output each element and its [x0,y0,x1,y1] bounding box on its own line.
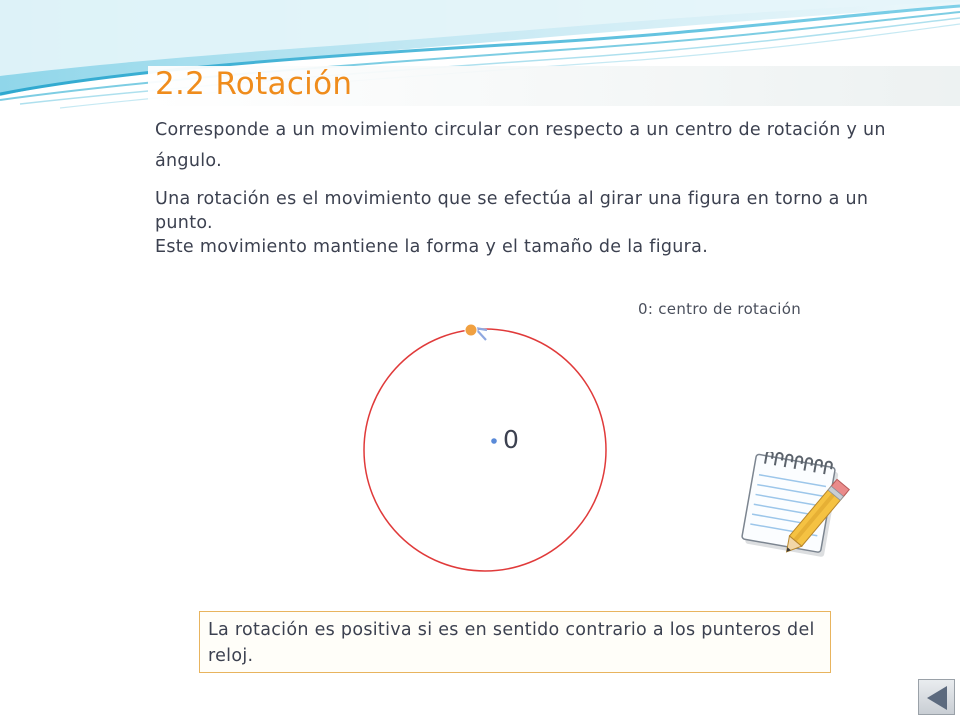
definition-paragraph: Corresponde a un movimiento circular con respecto a un centro de rotación y un ángulo. [155,120,886,171]
back-arrow-icon [919,680,956,716]
rotation-circle [364,329,606,571]
center-label: 0 [503,425,519,454]
center-point [491,438,497,444]
explanation-line-2: Este movimiento mantiene la forma y el tamaño de la figura. [155,237,709,257]
note-text: La rotación es positiva si es en sentido contrario a los punteros del reloj. [208,620,815,666]
slide-title: 2.2 Rotación [155,66,353,102]
note-box [199,611,831,673]
back-button[interactable] [918,679,955,715]
notepad-pencil-icon [738,452,858,562]
center-legend: 0: centro de rotación [638,300,802,318]
explanation-line-1: Una rotación es el movimiento que se efectúa al girar una figura en torno a un punto. [155,189,869,233]
rotating-point [465,324,477,336]
rotation-diagram [355,315,555,580]
explanation-paragraph [155,187,895,259]
